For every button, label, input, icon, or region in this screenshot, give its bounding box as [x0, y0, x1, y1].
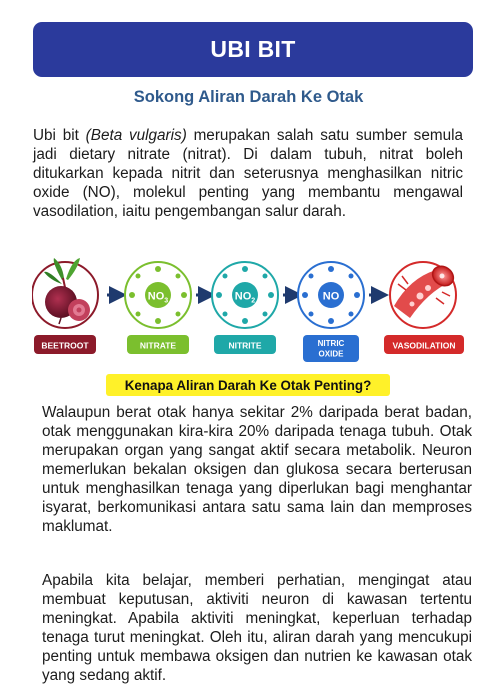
- step-label: NITRIC: [317, 339, 345, 348]
- title-banner: [33, 22, 473, 77]
- intro-rest: merupakan salah satu sumber semula jadi dietary nitrate (nitrat). Di dalam tubuh, nitrat boleh ditukarkan kepada nitrit dan seterusnya menghasilkan nitric oxide (NO), molekul penting yang membantu mengawal vasodilation, iaitu pengembangan salur darah.: [33, 127, 463, 220]
- step-label: NITRATE: [139, 340, 177, 351]
- scientific-name: (Beta vulgaris): [85, 127, 187, 144]
- step-label: VASODILATION: [392, 340, 456, 351]
- nitric-oxide-formula: NO: [322, 290, 340, 303]
- step-label: NITRITE: [228, 340, 262, 351]
- vasodilation-step: [384, 262, 464, 354]
- step-label: BEETROOT: [41, 340, 89, 351]
- formula-subscript: 2: [251, 297, 256, 305]
- nitrate-step: [125, 262, 191, 354]
- section-heading: Kenapa Aliran Darah Ke Otak Penting?: [106, 374, 390, 396]
- intro-lead: Ubi bit: [33, 127, 86, 144]
- formula-symbol: NO: [147, 290, 165, 303]
- body-paragraph: Walaupun berat otak hanya sekitar 2% daripada berat badan, otak menggunakan kira-kira 20% daripada tenaga tubuh. Otak merupakan organ yang sangat aktif secara metabolik. Neuron memerlukan bekalan oksigen dan glukosa secara berterusan untuk menghasilkan tenaga yang diperlukan bagi menghantar isyarat, berkomunikasi antara satu sama lain dan memproses maklumat.: [42, 404, 472, 535]
- formula-symbol: NO: [234, 290, 252, 303]
- page-title: UBI BIT: [210, 36, 296, 62]
- subtitle: Sokong Aliran Darah Ke Otak: [133, 88, 364, 106]
- nitrite-step: [212, 262, 278, 354]
- beetroot-step: [32, 258, 98, 354]
- nitric-oxide-step: [298, 262, 364, 362]
- nitrate-pathway-diagram: [32, 252, 468, 364]
- step-label-line2: OXIDE: [318, 349, 344, 359]
- body-paragraph: Apabila kita belajar, memberi perhatian, mengingat atau membuat keputusan, aktiviti neuron di kawasan tertentu meningkat. Apabila aktiviti meningkat, keperluan terhadap tenaga turut meningkat. Oleh itu, aliran darah yang mencukupi penting untuk membawa oksigen dan nutrien ke kawasan otak yang sedang aktif.: [42, 572, 472, 684]
- formula-subscript: 3: [164, 297, 169, 305]
- intro-paragraph: [33, 126, 463, 221]
